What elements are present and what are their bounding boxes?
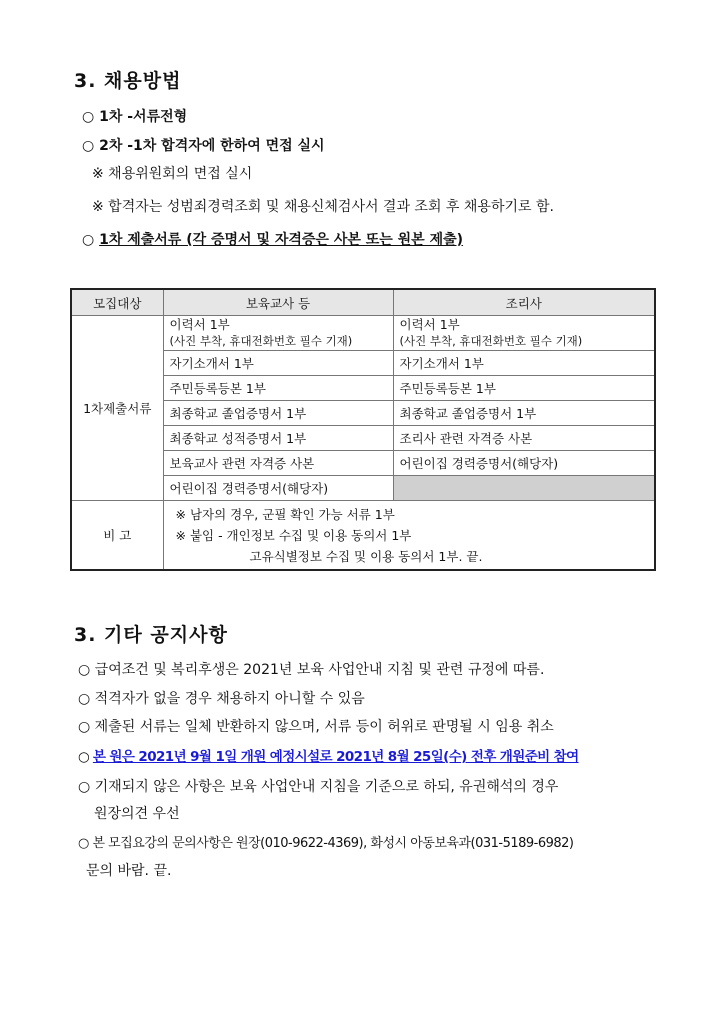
header-cook: 조리사 [393,289,655,316]
teacher-self-intro: 자기소개서 1부 [163,351,393,376]
teacher-resident-register: 주민등록등본 1부 [163,376,393,401]
cook-license: 조리사 관련 자격증 사본 [393,426,655,451]
first-submission-docs-heading [82,229,463,249]
step-2-interview: ○ 2차 -1차 합격자에 한하여 면접 실시 [82,138,325,154]
notice-guideline-cont: 원장의견 우선 [94,806,180,822]
bullet-circle: ○ [82,232,100,248]
cook-resume-cell [393,316,655,351]
teacher-resume: 이력서 1부 [169,317,230,332]
cook-resume: 이력서 1부 [399,317,460,332]
notice-no-return: ○ 제출된 서류는 일체 반환하지 않으며, 서류 등이 허위로 판명될 시 임용 취소 [78,719,554,735]
table-row [71,316,655,351]
notice-opening-date-text: 본 원은 2021년 9월 1일 개원 예정시설로 2021년 8월 25일(수) 전후 개원준비 참여 [92,749,579,765]
bullet-circle: ○ [78,749,93,765]
notice-guideline: ○ 기재되지 않은 사항은 보육 사업안내 지침을 기준으로 하되, 유권해석의 경우 [78,779,559,795]
step-1-document-screening: ○ 1차 -서류전형 [82,109,188,125]
section-title-hiring-method: 3. 채용방법 [74,70,182,92]
cook-resume-note: (사진 부착, 휴대전화번호 필수 기재) [399,334,583,348]
note-background-check: ※ 합격자는 성범죄경력조회 및 채용신체검사서 결과 조회 후 채용하기로 함. [92,199,554,215]
note-military: ※ 남자의 경우, 군필 확인 가능 서류 1부 [175,506,395,522]
cook-self-intro: 자기소개서 1부 [393,351,655,376]
table-header-row [71,289,655,316]
teacher-license: 보육교사 관련 자격증 사본 [163,451,393,476]
notice-contact: ○ 본 모집요강의 문의사항은 원장(010-9622-4369), 화성시 아동보육과(031-5189-6982) [78,836,574,851]
cook-career-cert: 어린이집 경력증명서(해당자) [393,451,655,476]
cook-graduation-cert: 최종학교 졸업증명서 1부 [393,401,655,426]
note-unique-id-consent: 고유식별정보 수집 및 이용 동의서 1부. 끝. [249,548,483,564]
header-teacher: 보육교사 등 [163,289,393,316]
teacher-graduation-cert: 최종학교 졸업증명서 1부 [163,401,393,426]
submission-documents-table [70,288,656,571]
teacher-career-cert: 어린이집 경력증명서(해당자) [163,476,393,501]
notice-no-candidate: ○ 적격자가 없을 경우 채용하지 아니할 수 있음 [78,691,365,707]
first-submission-docs-text: 1차 제출서류 (각 증명서 및 자격증은 사본 또는 원본 제출) [99,232,464,248]
notice-contact-end: 문의 바람. 끝. [86,863,172,879]
empty-gray-cell [393,476,655,501]
notice-salary: ○ 급여조건 및 복리후생은 2021년 보육 사업안내 지침 및 관련 규정에 따름. [78,662,545,678]
note-committee-interview: ※ 채용위원회의 면접 실시 [92,166,253,182]
cook-resident-register: 주민등록등본 1부 [393,376,655,401]
table-row-notes [71,501,655,571]
teacher-resume-note: (사진 부착, 휴대전화번호 필수 기재) [169,334,353,348]
row-label-first-docs: 1차제출서류 [71,316,163,501]
note-label: 비 고 [71,501,163,571]
notes-cell [163,501,655,571]
teacher-transcript: 최종학교 성적증명서 1부 [163,426,393,451]
teacher-resume-cell [163,316,393,351]
notice-opening-date [78,745,579,765]
header-recruit-target: 모집대상 [71,289,163,316]
note-privacy-consent: ※ 붙임 - 개인정보 수집 및 이용 동의서 1부 [175,527,412,543]
section-title-other-notices: 3. 기타 공지사항 [74,624,228,646]
